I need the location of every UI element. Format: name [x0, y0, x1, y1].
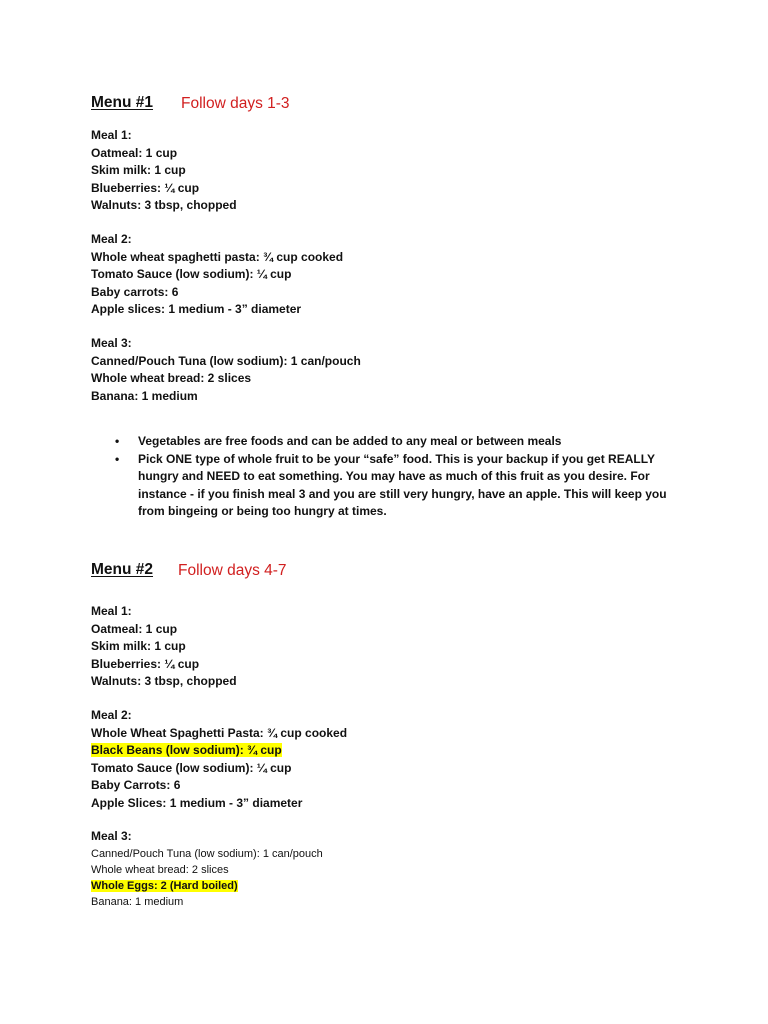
note-item — [113, 433, 673, 451]
meal-title: Meal 1: — [91, 604, 132, 618]
meal-item: Skim milk: 1 cup — [91, 163, 186, 177]
meal-item: Tomato Sauce (low sodium): ¼ cup — [91, 267, 292, 281]
note-text: Pick ONE type of whole fruit to be your “safe” food. This is your backup if you get REALLY hungry and NEED to eat something. You may have as much of this fruit as you desire. For instance - if you finish meal 3 and you are still very hungry, have an apple. This will keep you from bingeing or being too hungry at times. — [138, 451, 667, 518]
meal-item: Apple Slices: 1 medium - 3” diameter — [91, 795, 303, 810]
bullet-icon: • — [115, 434, 120, 448]
meal-title: Meal 3: — [91, 336, 132, 350]
meal-item: Oatmeal: 1 cup — [91, 145, 178, 160]
meal-item-highlighted — [91, 742, 347, 760]
meal-item: Banana: 1 medium — [91, 388, 198, 403]
meal-title: Meal 2: — [91, 708, 132, 722]
meal-item: Skim milk: 1 cup — [91, 639, 186, 653]
meal-item: Canned/Pouch Tuna (low sodium): 1 can/pouch — [91, 847, 323, 860]
meal-item: Walnuts: 3 tbsp, chopped — [91, 198, 237, 212]
meal-item: Baby carrots: 6 — [91, 284, 179, 299]
meal-title: Meal 3: — [91, 829, 132, 843]
notes-list — [113, 433, 673, 521]
bullet-icon: • — [115, 451, 120, 466]
menu-2-meal-2 — [91, 707, 347, 812]
note-text: Vegetables are free foods and can be added to any meal or between meals — [138, 434, 562, 448]
meal-item: Walnuts: 3 tbsp, chopped — [91, 674, 237, 688]
meal-item: Blueberries: ¼ cup — [91, 656, 200, 671]
menu-2-meal-1 — [91, 603, 237, 691]
menu-1-meal-3 — [91, 335, 361, 405]
menu-1-heading — [91, 94, 153, 118]
menu-2-meal-3 — [91, 828, 323, 910]
meal-item: Apple slices: 1 medium - 3” diameter — [91, 302, 302, 316]
menu-1-meal-2 — [91, 231, 343, 319]
meal-item: Whole wheat spaghetti pasta: ¾ cup cooked — [91, 249, 344, 264]
meal-item: Banana: 1 medium — [91, 895, 184, 908]
note-item — [113, 451, 673, 521]
meal-item: Blueberries: ¼ cup — [91, 180, 200, 195]
meal-item: Whole wheat bread: 2 slices — [91, 863, 229, 876]
menu-2-heading — [91, 561, 153, 585]
meal-title: Meal 1: — [91, 128, 132, 142]
menu-2-days: Follow days 4-7 — [178, 562, 287, 579]
highlighted-text: Black Beans (low sodium): ¾ cup — [91, 743, 282, 757]
menu-1-title: Menu #1 — [91, 94, 154, 111]
meal-item: Whole wheat bread: 2 slices — [91, 371, 252, 385]
menu-2-title: Menu #2 — [91, 561, 154, 578]
meal-item: Whole Wheat Spaghetti Pasta: ¾ cup cooked — [91, 725, 348, 740]
menu-1-days: Follow days 1-3 — [181, 95, 290, 112]
meal-title: Meal 2: — [91, 232, 132, 246]
menu-1-meal-1 — [91, 127, 237, 215]
meal-item: Canned/Pouch Tuna (low sodium): 1 can/pouch — [91, 353, 361, 368]
meal-item: Tomato Sauce (low sodium): ¼ cup — [91, 760, 292, 775]
meal-item: Oatmeal: 1 cup — [91, 621, 178, 636]
meal-item: Baby Carrots: 6 — [91, 778, 181, 792]
highlighted-text: Whole Eggs: 2 (Hard boiled) — [91, 879, 238, 892]
meal-item-highlighted — [91, 878, 323, 894]
